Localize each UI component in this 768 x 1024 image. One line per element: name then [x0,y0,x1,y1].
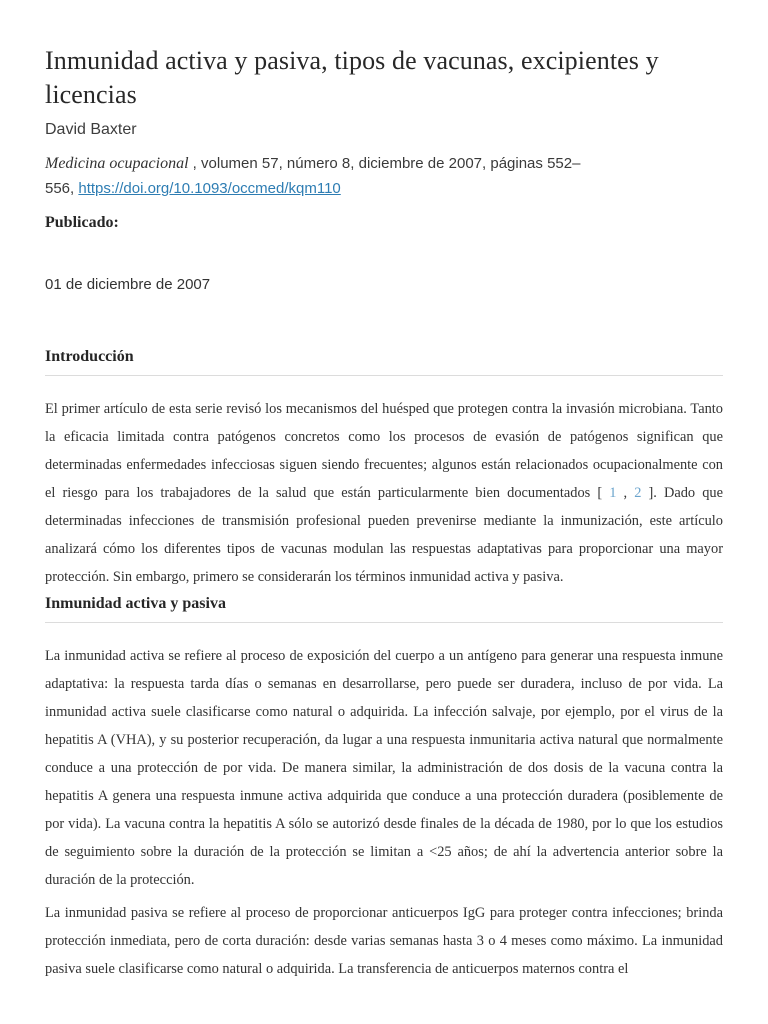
intro-text-after-refs: ]. Dado que determinadas infecciones de transmisión profesional pueden prevenirse mediante la inmunización, este artículo analizará cómo los diferentes tipos de vacunas modulan las respuestas adaptativas para proporcionar una mayor protección. Sin embargo, primero se considerarán los términos inmunidad activa y pasiva. [45,485,723,585]
passive-immunity-paragraph: La inmunidad pasiva se refiere al proceso de proporcionar anticuerpos IgG para proteger contra infecciones; brinda protección inmediata, pero de corta duración: desde varias semanas hasta 3 o 4 meses como máximo. La inmunidad pasiva suele clasificarse como natural o adquirida. La transferencia de anticuerpos maternos contra el [45,905,723,977]
reference-link-2[interactable]: 2 [634,485,642,501]
published-label: Publicado: [45,214,119,231]
intro-paragraph [45,395,723,591]
section-heading-introduction: Introducción [45,347,723,376]
section-heading-active-passive-immunity: Inmunidad activa y pasiva [45,594,723,623]
doi-link[interactable]: https://doi.org/10.1093/occmed/kqm110 [78,180,341,197]
reference-link-1[interactable]: 1 [609,485,617,501]
journal-name: Medicina ocupacional [45,155,189,172]
citation [45,151,723,201]
active-immunity-paragraph: La inmunidad activa se refiere al proceso de exposición del cuerpo a un antígeno para generar una respuesta inmune adaptativa: la respuesta tarda días o semanas en desarrollarse, pero puede ser duradera, incluso de por vida. La inmunidad activa suele clasificarse como natural o adquirida. La infección salvaje, por ejemplo, por el virus de la hepatitis A (VHA), y su posterior recuperación, da lugar a una respuesta inmunitaria activa natural que normalmente conduce a una protección de por vida. De manera similar, la administración de dos dosis de la vacuna contra la hepatitis A genera una respuesta inmune activa adquirida que conduce a una protección duradera (posiblemente de por vida). La vacuna contra la hepatitis A sólo se autorizó desde finales de la década de 1980, por lo que los estudios de seguimiento sobre la duración de la protección se limitan a <25 años; de ahí la advertencia anterior sobre la duración de la protección. [45,648,723,888]
author-name: David Baxter [45,121,137,138]
reference-separator: , [616,485,635,501]
citation-meta: , volumen 57, número 8, diciembre de 2007, páginas 552– [188,155,581,172]
intro-text-before-refs: El primer artículo de esta serie revisó los mecanismos del huésped que protegen contra la invasión microbiana. Tanto la eficacia limitada contra patógenos concretos como los procesos de evasión de patógenos significan que determinadas enfermedades infecciosas siguen siendo frecuentes; algunos están relacionados ocupacionalmente con el riesgo para los trabajadores de la salud que están particularmente bien documentados [ [45,401,723,501]
published-date: 01 de diciembre de 2007 [45,276,211,293]
citation-pages: 556, [45,180,79,197]
citation-line-2 [45,176,723,201]
citation-line-1 [45,151,723,176]
page-title: Inmunidad activa y pasiva, tipos de vacunas, excipientes y licencias [45,46,659,109]
